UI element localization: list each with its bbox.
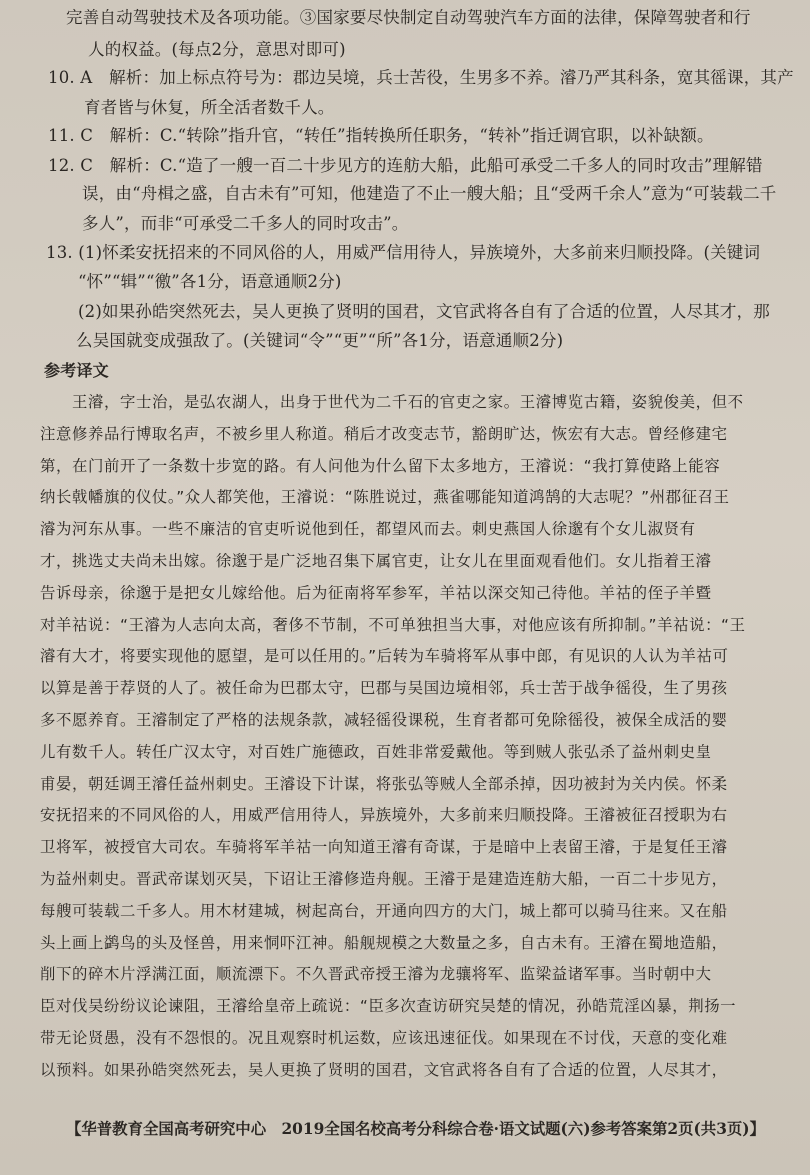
- translation-line: 每艘可装载二千多人。用木材建城，树起高台，开通向四方的大门，城上都可以骑马往来。又在船: [40, 902, 728, 920]
- translation-line: 对羊祜说：“王濬为人志向太高，奢侈不节制，不可单独担当大事，对他应该有所抑制。”羊祜说：“王: [40, 616, 746, 634]
- translation-line: 安抚招来的不同风俗的人，用威严信用待人，异族境外，大多前来归顺投降。王濬被征召授职为右: [40, 806, 728, 824]
- answer-10-line: 10. A 解析：加上标点符号为：郡边吴境，兵士苦役，生男多不养。濬乃严其科条，宽其徭课，其产: [48, 68, 794, 87]
- answer-line: 完善自动驾驶技术及各项功能。③国家要尽快制定自动驾驶汽车方面的法律，保障驾驶者和行: [66, 8, 751, 27]
- translation-line: 濬为河东从事。一些不廉洁的官吏听说他到任，都望风而去。刺史燕国人徐邈有个女儿淑贤有: [40, 520, 696, 538]
- translation-line: 告诉母亲，徐邈于是把女儿嫁给他。后为征南将军参军，羊祜以深交知己待他。羊祜的侄子羊暨: [40, 584, 712, 602]
- translation-line: 卫将军，被授官大司农。车骑将军羊祜一向知道王濬有奇谋，于是暗中上表留王濬，于是复任王濬: [40, 838, 728, 856]
- translation-line: 多不愿养育。王濬制定了严格的法规条款，减轻徭役课税，生育者都可免除徭役，被保全成活的婴: [40, 711, 728, 729]
- translation-line: 纳长戟幡旗的仪仗。”众人都笑他，王濬说：“陈胜说过，燕雀哪能知道鸿鹄的大志呢？”州郡征召王: [40, 488, 730, 506]
- answer-line: (2)如果孙皓突然死去，吴人更换了贤明的国君，文官武将各自有了合适的位置，人尽其才，那: [78, 302, 770, 321]
- translation-line: 第，在门前开了一条数十步宽的路。有人问他为什么留下太多地方，王濬说：“我打算使路上能容: [40, 457, 721, 475]
- translation-line: 注意修养品行博取名声，不被乡里人称道。稍后才改变志节，豁朗旷达，恢宏有大志。曾经修建宅: [40, 425, 728, 443]
- answer-line: 人的权益。(每点2分，意思对即可): [88, 40, 346, 59]
- answer-line: 育者皆与休复，所全活者数千人。: [84, 98, 335, 117]
- translation-line: 臣对伐吴纷纷议论谏阻，王濬给皇帝上疏说：“臣多次查访研究吴楚的情况，孙皓荒淫凶暴，荆扬一: [40, 997, 737, 1015]
- answer-line: 误，由“舟楫之盛，自古未有”可知，他建造了不止一艘大船；且“受两千余人”意为“可装载二千: [82, 184, 777, 203]
- answer-line: 多人”，而非“可承受二千多人的同时攻击”。: [82, 214, 409, 233]
- translation-line: 以预料。如果孙皓突然死去，吴人更换了贤明的国君，文官武将各自有了合适的位置，人尽其才，: [40, 1061, 728, 1079]
- translation-line: 为益州刺史。晋武帝谋划灭吴，下诏让王濬修造舟舰。王濬于是建造连舫大船，一百二十步见方，: [40, 870, 728, 888]
- answer-line: 么吴国就变成强敌了。(关键词“令”“更”“所”各1分，语意通顺2分): [76, 331, 564, 350]
- translation-line: 带无论贤愚，没有不怨恨的。况且观察时机运数，应该迅速征伐。如果现在不讨伐，天意的变化难: [40, 1029, 728, 1047]
- answer-13-line: 13. (1)怀柔安抚招来的不同风俗的人，用威严信用待人，异族境外，大多前来归顺投降。(关键词: [46, 243, 761, 262]
- page-footer: 【华普教育全国高考研究中心 2019全国名校高考分科综合卷·语文试题(六)参考答案第2页(共3页)】: [66, 1120, 765, 1138]
- translation-line: 王濬，字士治，是弘农湖人，出身于世代为二千石的官吏之家。王濬博览古籍，姿貌俊美，但不: [72, 393, 744, 411]
- answer-line: “怀”“辑”“徼”各1分，语意通顺2分): [78, 272, 342, 291]
- translation-line: 濬有大才，将要实现他的愿望，是可以任用的。”后转为车骑将军从事中郎，有见识的人认为羊祜可: [40, 647, 729, 665]
- translation-line: 以算是善于荐贤的人了。被任命为巴郡太守，巴郡与吴国边境相邻，兵士苦于战争徭役，生了男孩: [40, 679, 728, 697]
- translation-line: 头上画上鹢鸟的头及怪兽，用来恫吓江神。船舰规模之大数量之多，自古未有。王濬在蜀地造船，: [40, 934, 728, 952]
- answer-11-line: 11. C 解析：C.“转除”指升官，“转任”指转换所任职务，“转补”指迁调官职，以补缺额。: [48, 126, 714, 145]
- translation-line: 儿有数千人。转任广汉太守，对百姓广施德政，百姓非常爱戴他。等到贼人张弘杀了益州刺史皇: [40, 743, 712, 761]
- translation-line: 才，挑选丈夫尚未出嫁。徐邈于是广泛地召集下属官吏，让女儿在里面观看他们。女儿指着王濬: [40, 552, 712, 570]
- translation-line: 甫晏，朝廷调王濬任益州刺史。王濬设下计谋，将张弘等贼人全部杀掉，因功被封为关内侯。怀柔: [40, 775, 728, 793]
- answer-12-line: 12. C 解析：C.“造了一艘一百二十步见方的连舫大船，此船可承受二千多人的同时攻击”理解错: [48, 156, 763, 175]
- translation-heading: 参考译文: [44, 361, 109, 380]
- translation-line: 削下的碎木片浮满江面，顺流漂下。不久晋武帝授王濬为龙骧将军、监梁益诸军事。当时朝中大: [40, 965, 712, 983]
